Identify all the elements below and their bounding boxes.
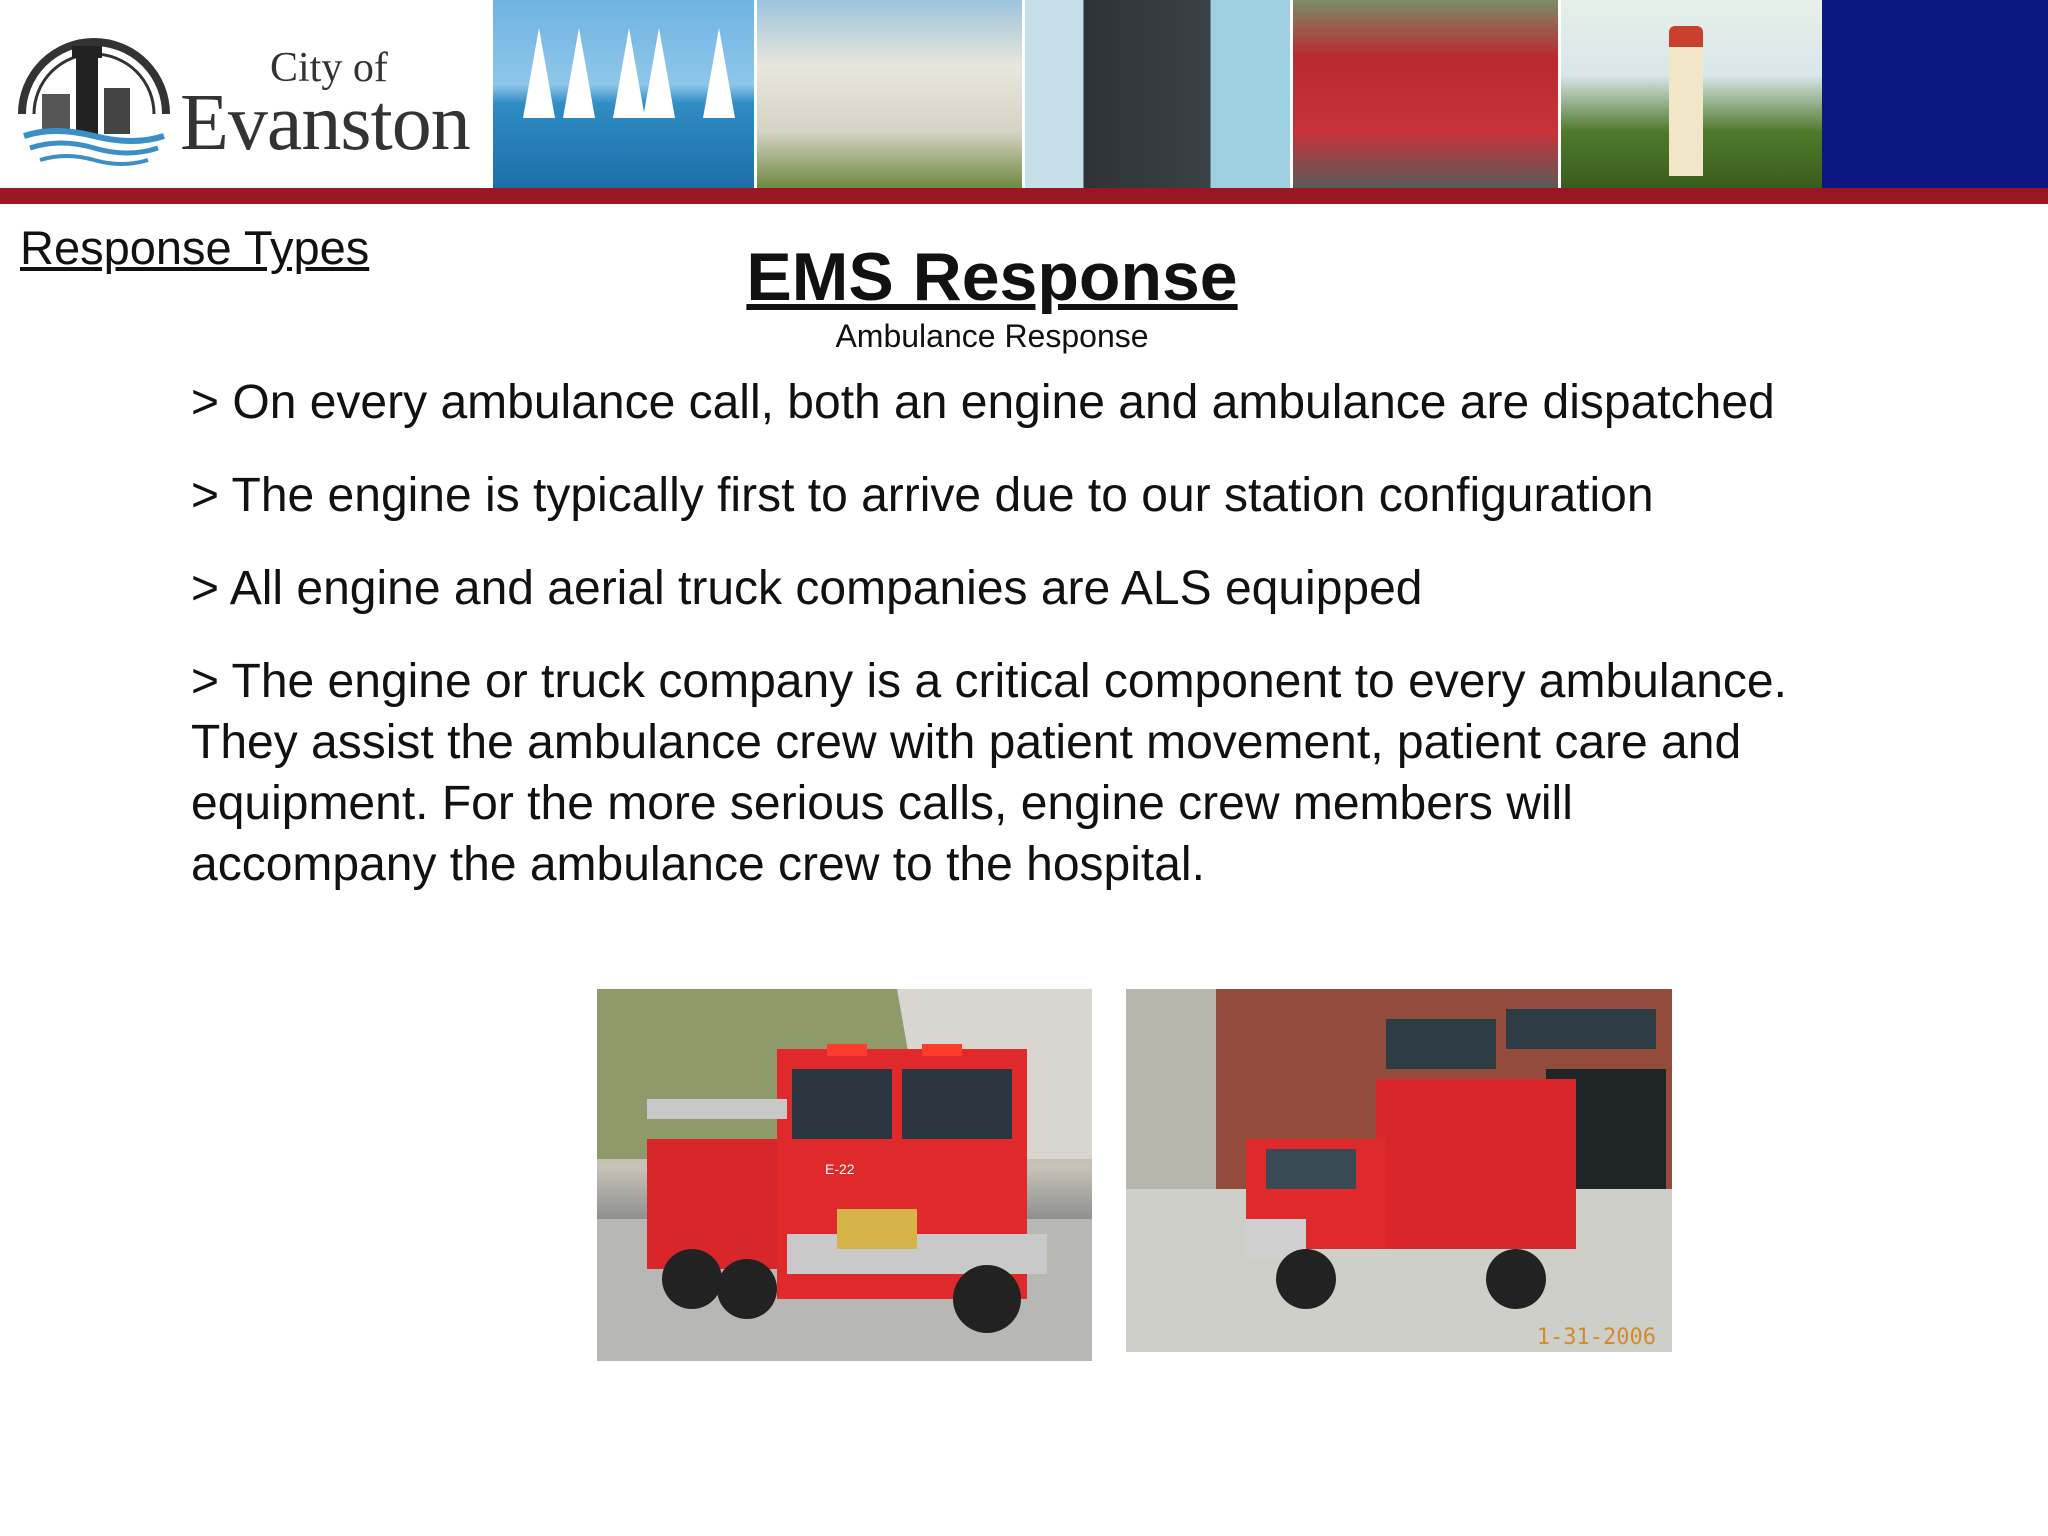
banner-photo-houses [754,0,1022,188]
slide-title: EMS Response [746,239,1238,315]
city-logo[interactable] [0,0,490,188]
bullet-item: > On every ambulance call, both an engine and ambulance are dispatched [191,376,1775,429]
banner-photo-lighthouse [1558,0,1822,188]
banner-photo-firetruck [1290,0,1558,188]
ambulance-illustration [1126,989,1672,1352]
banner-photo-tower [1022,0,1290,188]
fire-engine-illustration [597,989,1092,1361]
banner-blue-panel [1822,0,2048,188]
bullet-item: > The engine or truck company is a critical component to every ambulance. They assist the ambulance crew with patient movement, patient care and equipment. For the more serious calls, engine crew members will accompany the ambulance crew to the hospital. [191,655,1787,891]
banner-divider [0,188,2048,204]
bullet-list [191,372,1791,927]
logo-text-city-of: City of [270,45,388,91]
photo-datestamp: 1-31-2006 [1536,1325,1656,1350]
slide-subtitle: Ambulance Response [835,318,1149,354]
engine-number-label: E-22 [825,1161,855,1177]
ambulance-photo [1126,989,1672,1352]
bullet-item: > All engine and aerial truck companies are ALS equipped [191,562,1423,615]
fire-engine-photo [597,989,1092,1361]
banner-photo-sailboats [490,0,754,188]
header-banner [0,0,2048,188]
bullet-item: > The engine is typically first to arrive due to our station configuration [191,469,1654,522]
lighthouse-seal-icon [14,24,174,174]
response-types-link[interactable]: Response Types [20,221,370,274]
logo-text-evanston: Evanston [180,79,470,167]
